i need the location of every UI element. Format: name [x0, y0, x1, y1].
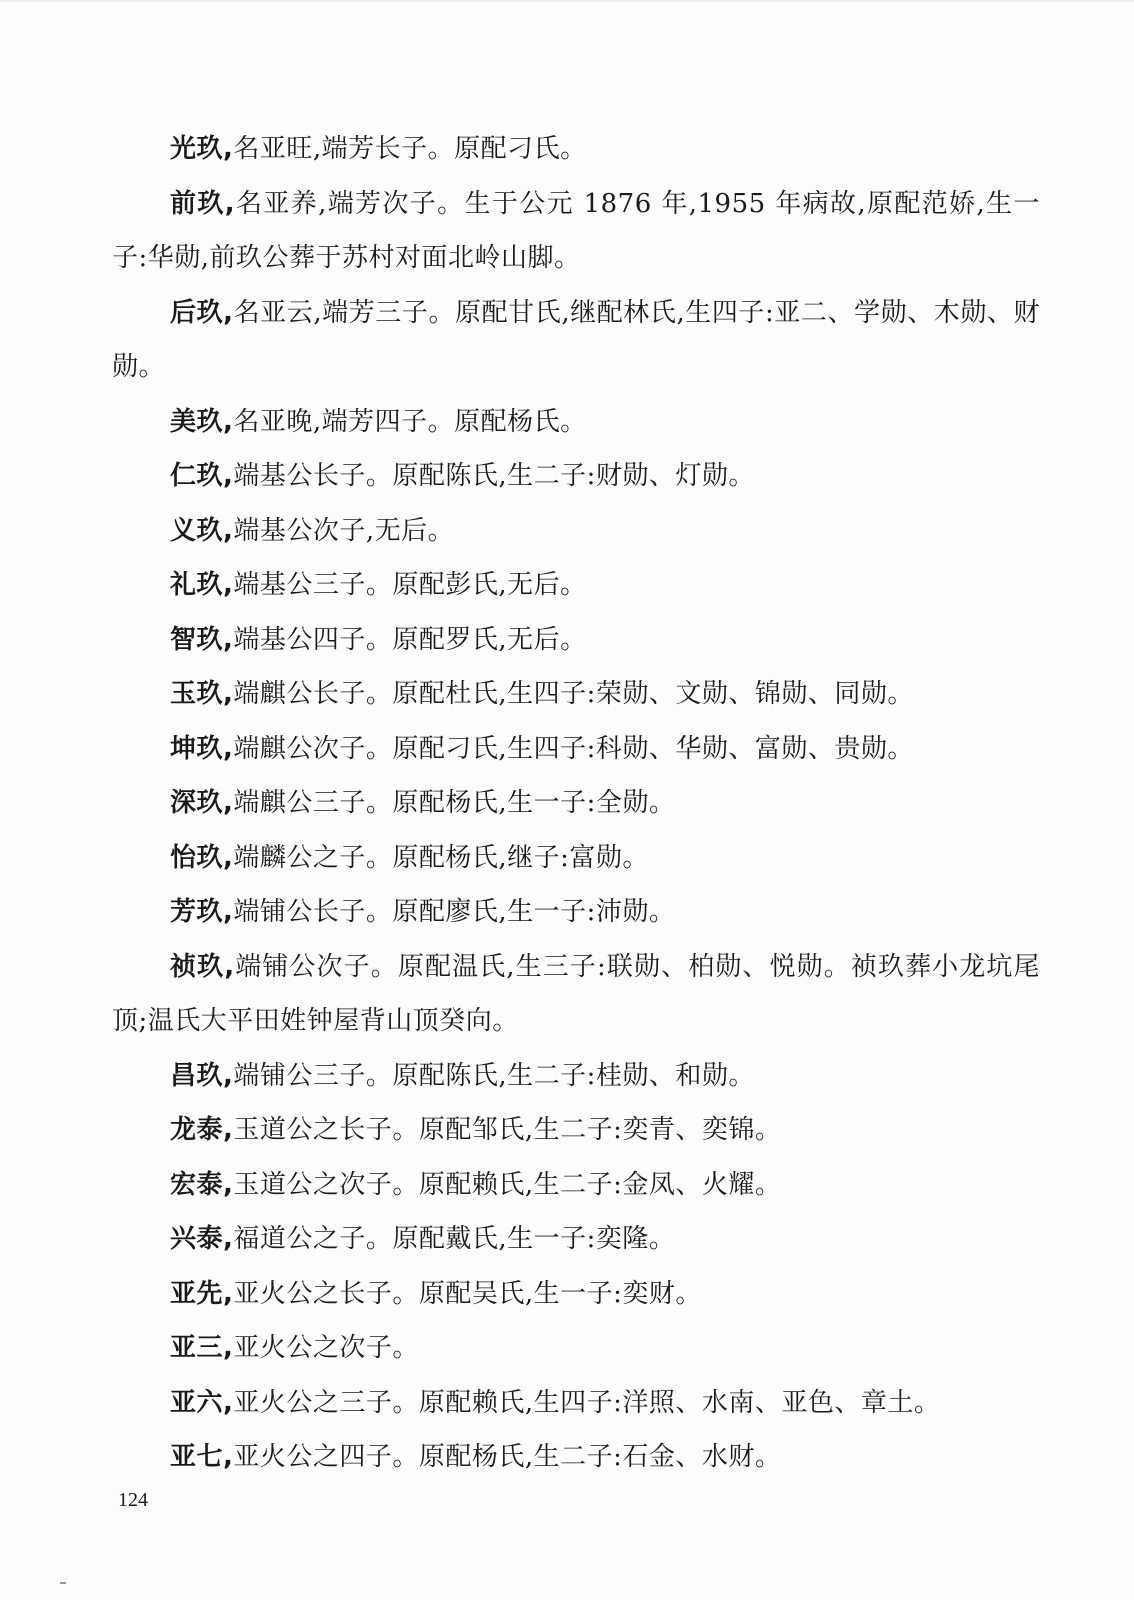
entry-name: 光玖, [170, 134, 234, 164]
entry [112, 1049, 1040, 1104]
entry-name: 昌玖, [170, 1060, 234, 1091]
entry-text: 名亚云,端芳三子。原配甘氏,继配林氏,生四子:亚二、学勋、木勋、财勋。 [112, 297, 1040, 382]
entry [112, 667, 1040, 722]
entry-name: 祯玖, [170, 951, 235, 982]
entry-name: 宏泰, [170, 1169, 234, 1200]
entry-text: 亚火公之四子。原配杨氏,生二子:石金、水财。 [233, 1442, 782, 1472]
entry [112, 177, 1040, 286]
entry-text: 端基公三子。原配彭氏,无后。 [233, 570, 587, 600]
entry [112, 776, 1040, 831]
entry-text: 端基公次子,无后。 [233, 515, 455, 546]
entry-name: 义玖, [170, 515, 234, 546]
entry-text: 亚火公之长子。原配吴氏,生一子:奕财。 [233, 1278, 702, 1309]
entry [112, 1376, 1040, 1431]
entry [112, 558, 1040, 613]
entry-text: 端麟公之子。原配杨氏,继子:富勋。 [233, 842, 649, 873]
entry-name: 智玖, [170, 624, 234, 655]
entry-text: 玉道公之次子。原配赖氏,生二子:金凤、火耀。 [233, 1169, 782, 1200]
entry-name: 美玖, [170, 406, 234, 437]
entry [112, 449, 1040, 504]
entry-name: 亚先, [170, 1278, 234, 1309]
entry-name: 礼玖, [170, 570, 234, 600]
entry [112, 395, 1040, 450]
entry [112, 1267, 1040, 1322]
entry-text: 名亚养,端芳次子。生于公元 1876 年,1955 年病故,原配范娇,生一子:华勋,前玖公葬于苏村对面北岭山脚。 [112, 188, 1040, 273]
entry [112, 504, 1040, 559]
entry-text: 端麒公长子。原配杜氏,生四子:荣勋、文勋、锦勋、同勋。 [233, 679, 914, 709]
entry [112, 722, 1040, 777]
entry-name: 前玖, [170, 188, 236, 219]
entry [112, 940, 1040, 1049]
entry-text: 端基公四子。原配罗氏,无后。 [233, 624, 587, 655]
scan-mark [60, 1582, 66, 1584]
entry-name: 深玖, [170, 788, 234, 818]
entry-text: 名亚晚,端芳四子。原配杨氏。 [233, 406, 587, 437]
entry [112, 885, 1040, 940]
entry [112, 286, 1040, 395]
entry-name: 亚七, [170, 1442, 234, 1472]
entry-text: 端基公长子。原配陈氏,生二子:财勋、灯勋。 [233, 461, 755, 491]
entry [112, 1321, 1040, 1376]
entry-name: 后玖, [170, 297, 234, 328]
entry-text: 亚火公之次子。 [233, 1333, 419, 1363]
entry-name: 芳玖, [170, 897, 234, 927]
entry-text: 亚火公之三子。原配赖氏,生四子:洋照、水南、亚色、章土。 [233, 1387, 941, 1418]
entry [112, 831, 1040, 886]
entry [112, 1430, 1040, 1485]
entry-name: 仁玖, [170, 461, 234, 491]
entry-name: 怡玖, [170, 842, 234, 873]
entry [112, 1158, 1040, 1213]
entry-text: 玉道公之长子。原配邹氏,生二子:奕青、奕锦。 [233, 1115, 782, 1145]
entry-text: 名亚旺,端芳长子。原配刁氏。 [233, 134, 587, 164]
entry [112, 613, 1040, 668]
entry [112, 1212, 1040, 1267]
entry-name: 龙泰, [170, 1115, 234, 1145]
entry-text: 端麒公次子。原配刁氏,生四子:科勋、华勋、富勋、贵勋。 [233, 733, 914, 764]
entry-name: 亚六, [170, 1387, 234, 1418]
entry-text: 端铺公长子。原配廖氏,生一子:沛勋。 [233, 897, 676, 927]
entry [112, 1103, 1040, 1158]
entry-name: 玉玖, [170, 679, 234, 709]
top-edge [0, 0, 1134, 2]
entry-text: 端铺公三子。原配陈氏,生二子:桂勋、和勋。 [233, 1060, 755, 1091]
entry [112, 122, 1040, 177]
genealogy-text [112, 122, 1040, 1485]
entry-name: 亚三, [170, 1333, 234, 1363]
entry-text: 端铺公次子。原配温氏,生三子:联勋、柏勋、悦勋。祯玖葬小龙坑尾顶;温氏大平田姓钟屋背山顶癸向。 [112, 951, 1040, 1036]
entry-text: 端麒公三子。原配杨氏,生一子:全勋。 [233, 788, 676, 818]
page-number: 124 [118, 1489, 148, 1511]
entry-name: 兴泰, [170, 1224, 234, 1254]
entry-name: 坤玖, [170, 733, 234, 764]
entry-text: 福道公之子。原配戴氏,生一子:奕隆。 [233, 1224, 676, 1254]
